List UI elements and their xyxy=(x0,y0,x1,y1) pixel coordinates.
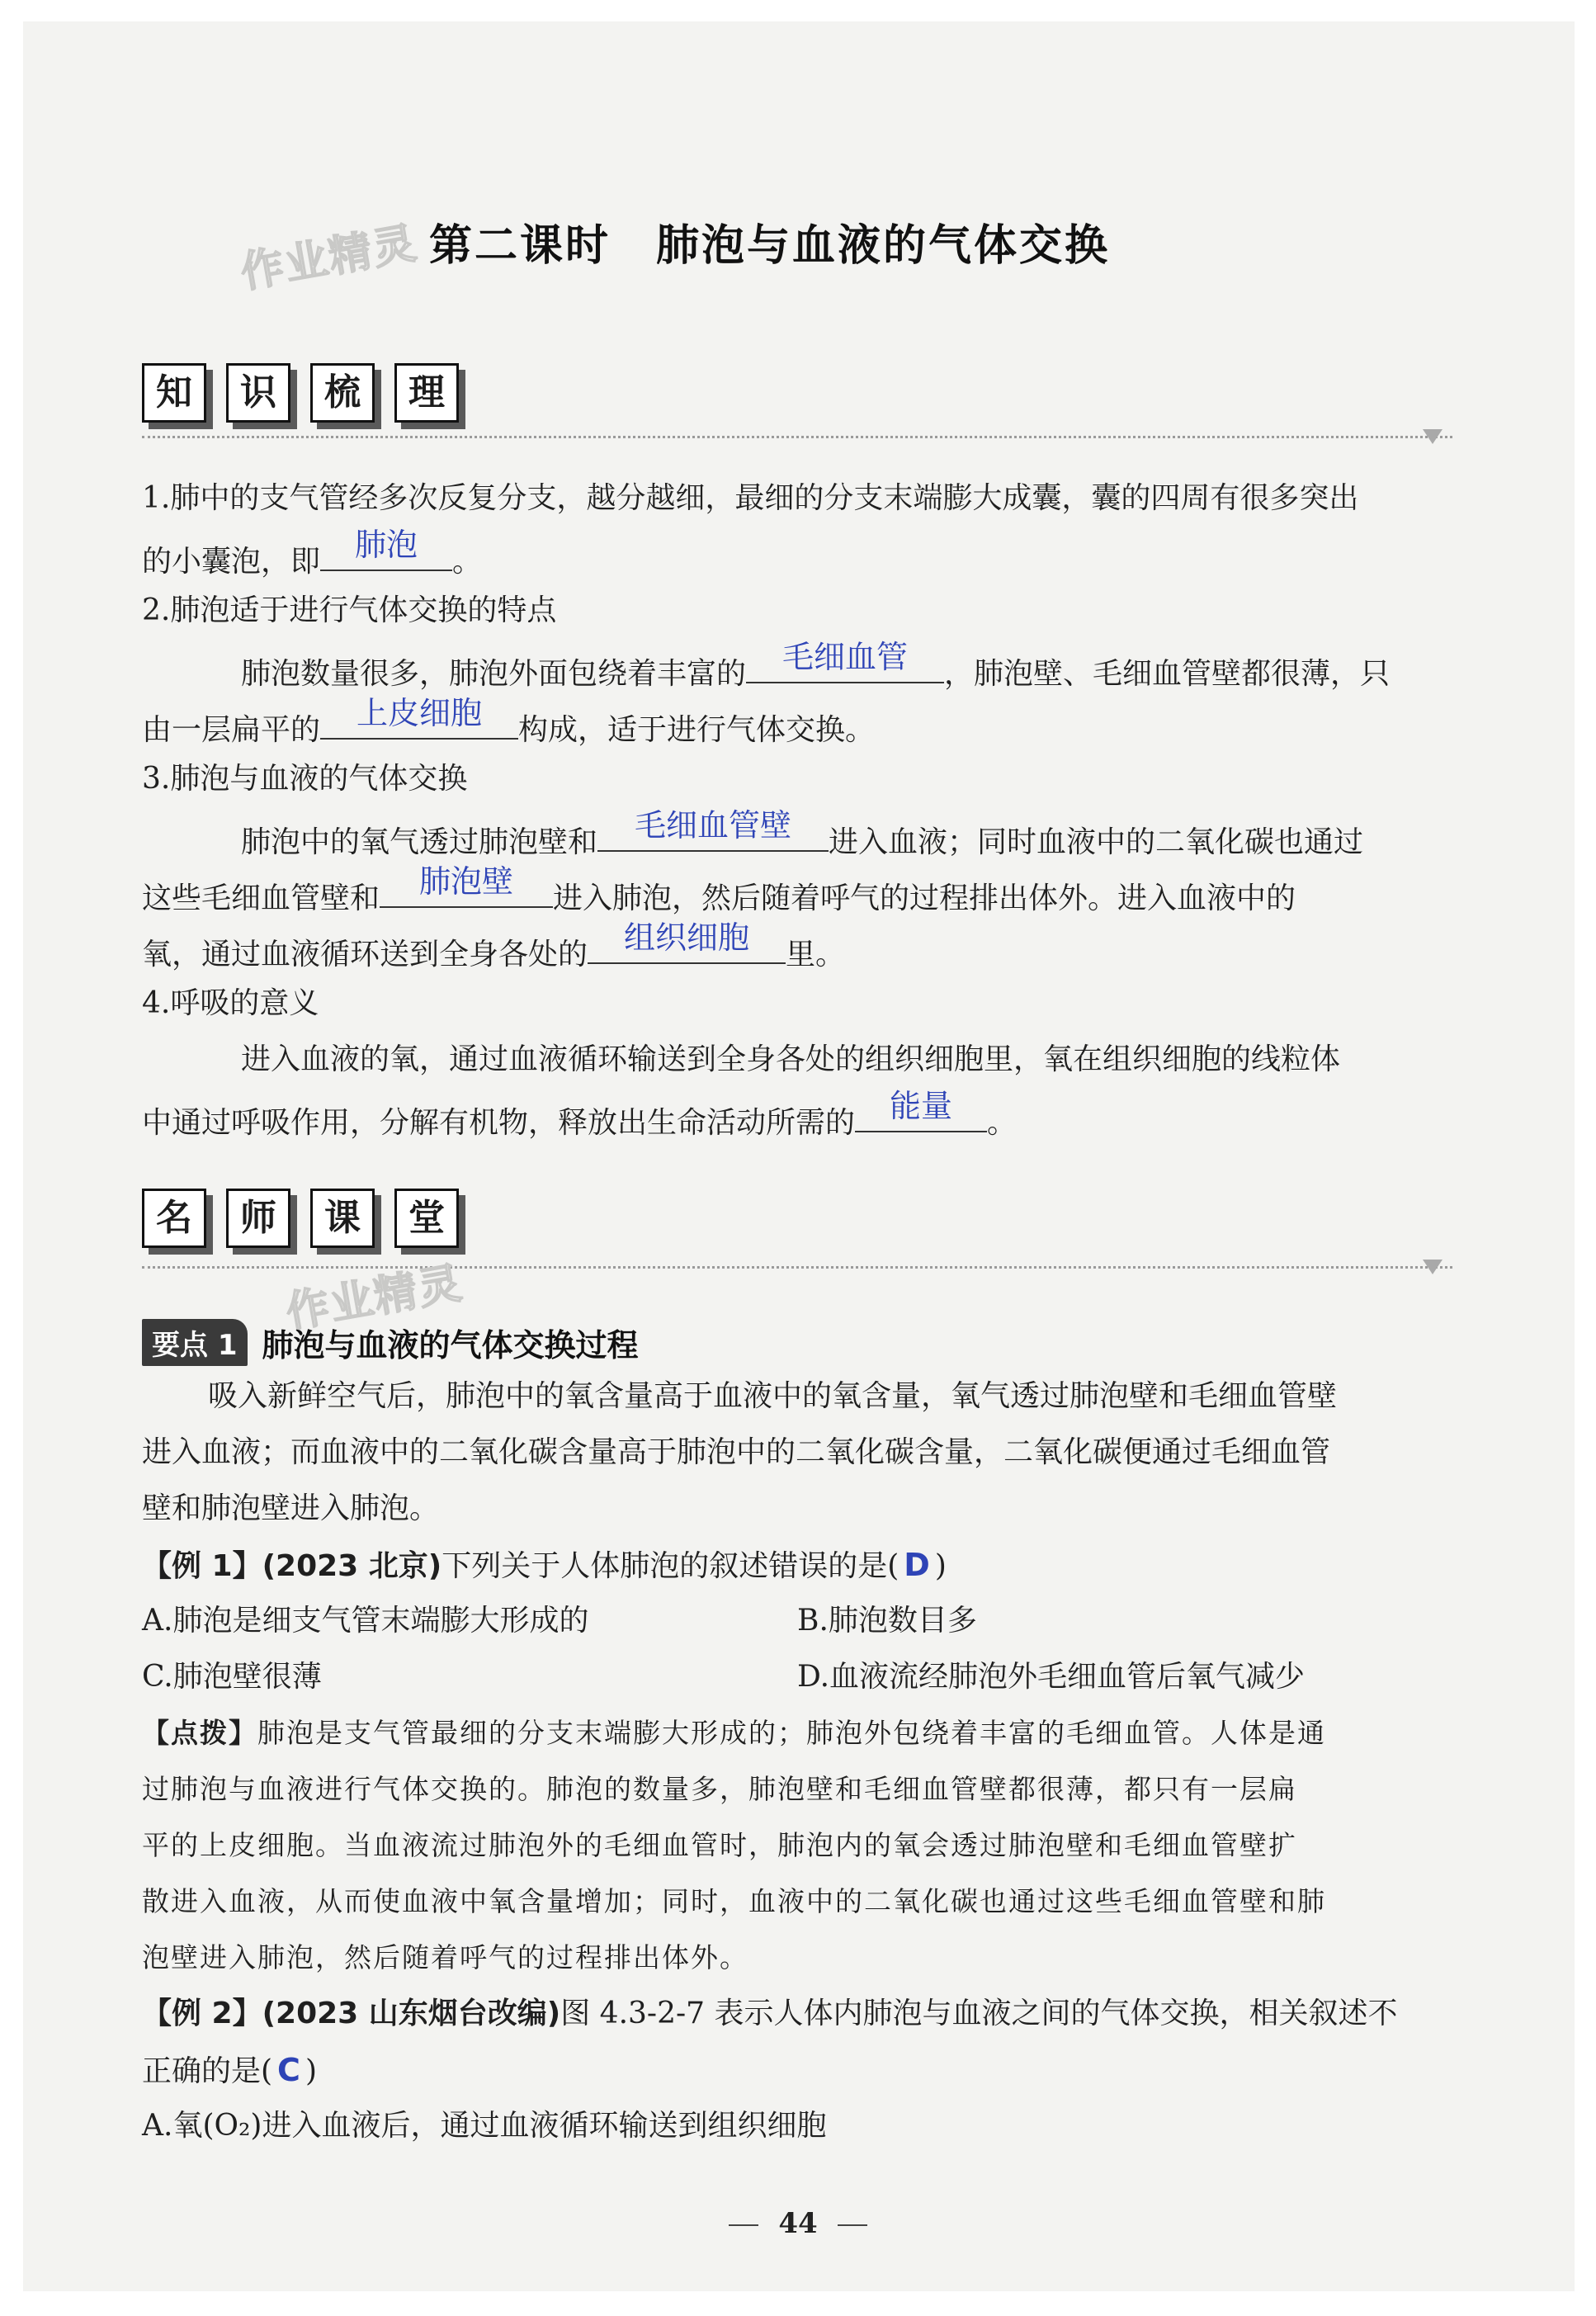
handwritten-answer: 能量 xyxy=(890,1088,953,1124)
hint-line-4: 散进入血液，从而使血液中氧含量增加；同时，血液中的二氧化碳也通过这些毛细血管壁和肺 xyxy=(142,1885,1326,1917)
handwritten-answer: 肺泡 xyxy=(355,527,418,563)
section-char: 课 xyxy=(310,1189,375,1248)
example-1-question: 【例 1】(2023 北京)下列关于人体肺泡的叙述错误的是( D ) xyxy=(142,1547,947,1583)
handwritten-answer: 组织细胞 xyxy=(624,919,750,956)
item-4-heading: 4.呼吸的意义 xyxy=(142,986,319,1020)
item-3-line-1: 肺泡中的氧气透过肺泡壁和 毛细血管壁 进入血液；同时血液中的二氧化碳也通过 xyxy=(241,807,1364,859)
key-point-line-3: 壁和肺泡壁进入肺泡。 xyxy=(142,1491,440,1525)
example-2-label: 【例 2】(2023 山东烟台改编) xyxy=(142,1997,561,2030)
key-point-title: 肺泡与血液的气体交换过程 xyxy=(262,1327,639,1364)
hint-line-2: 过肺泡与血液进行气体交换的。肺泡的数量多，肺泡壁和毛细血管壁都很薄，都只有一层扁 xyxy=(142,1773,1297,1805)
page-number: 44 xyxy=(0,2207,1596,2240)
section-char: 师 xyxy=(226,1189,290,1248)
section-header-knowledge xyxy=(142,363,459,423)
section-char: 名 xyxy=(142,1189,206,1248)
example-2-question-cont: 正确的是( C ) xyxy=(142,2052,317,2088)
answer-blank xyxy=(320,695,518,740)
example-1-option-c: C.肺泡壁很薄 xyxy=(142,1660,322,1694)
item-2-line-2: 由一层扁平的 上皮细胞 构成，适于进行气体交换。 xyxy=(142,695,876,747)
answer-blank xyxy=(597,807,829,852)
hint-line-3: 平的上皮细胞。当血液流过肺泡外的毛细血管时，肺泡内的氧会透过肺泡壁和毛细血管壁扩 xyxy=(142,1829,1297,1861)
item-1-line-2: 的小囊泡，即 肺泡 。 xyxy=(142,527,483,579)
hint-line-5: 泡壁进入肺泡，然后随着呼气的过程排出体外。 xyxy=(142,1941,748,1973)
section-char: 识 xyxy=(226,363,290,423)
item-3-heading: 3.肺泡与血液的气体交换 xyxy=(142,762,468,796)
hint-label: 【点拨】 xyxy=(142,1717,257,1749)
answer-blank xyxy=(855,1088,987,1132)
watermark: 作业精灵 xyxy=(237,218,422,299)
key-point-line-1: 吸入新鲜空气后，肺泡中的氧含量高于血液中的氧含量，氧气透过肺泡壁和毛细血管壁 xyxy=(208,1379,1338,1413)
key-point-badge: 要点 1 xyxy=(142,1319,248,1366)
example-2-option-a: A.氧(O₂)进入血液后，通过血液循环输送到组织细胞 xyxy=(142,2109,827,2143)
item-4-line-2: 中通过呼吸作用，分解有机物，释放出生命活动所需的 能量 。 xyxy=(142,1088,1018,1140)
item-2-line-1: 肺泡数量很多，肺泡外面包绕着丰富的 毛细血管 ，肺泡壁、毛细血管壁都很薄，只 xyxy=(241,639,1391,691)
section-char: 理 xyxy=(394,363,459,423)
section-divider xyxy=(142,436,1452,438)
hint-line-1: 【点拨】肺泡是支气管最细的分支末端膨大形成的；肺泡外包绕着丰富的毛细血管。人体是通 xyxy=(142,1717,1326,1749)
triangle-down-icon xyxy=(1423,1260,1443,1274)
section-char: 堂 xyxy=(394,1189,459,1248)
answer-blank xyxy=(588,919,786,964)
page-title: 第二课时 肺泡与血液的气体交换 xyxy=(429,221,1111,271)
item-1-line-1: 1.肺中的支气管经多次反复分支，越分越细，最细的分支末端膨大成囊，囊的四周有很多突出 xyxy=(142,481,1359,515)
handwritten-answer: 肺泡壁 xyxy=(419,863,514,900)
handwritten-answer: D xyxy=(904,1547,930,1583)
example-2-question: 【例 2】(2023 山东烟台改编)图 4.3-2-7 表示人体内肺泡与血液之间的气体交换，相关叙述不 xyxy=(142,1997,1398,2030)
key-point-line-2: 进入血液；而血液中的二氧化碳含量高于肺泡中的二氧化碳含量，二氧化碳便通过毛细血管 xyxy=(142,1435,1331,1469)
item-4-line-1: 进入血液的氧，通过血液循环输送到全身各处的组织细胞里，氧在组织细胞的线粒体 xyxy=(241,1042,1341,1076)
example-1-option-b: B.肺泡数目多 xyxy=(797,1604,977,1638)
handwritten-answer: 上皮细胞 xyxy=(357,695,483,731)
section-char: 梳 xyxy=(310,363,375,423)
handwritten-answer: 毛细血管 xyxy=(782,639,909,675)
example-1-option-d: D.血液流经肺泡外毛细血管后氧气减少 xyxy=(797,1660,1306,1694)
item-3-line-3: 氧，通过血液循环送到全身各处的 组织细胞 里。 xyxy=(142,919,846,971)
handwritten-answer: C xyxy=(277,2052,300,2088)
answer-blank xyxy=(320,527,452,571)
example-1-option-a: A.肺泡是细支气管末端膨大形成的 xyxy=(142,1604,589,1638)
key-point-header xyxy=(142,1319,639,1366)
watermark: 作业精灵 xyxy=(282,1258,467,1339)
triangle-down-icon xyxy=(1423,429,1443,444)
item-3-line-2: 这些毛细血管壁和 肺泡壁 进入肺泡，然后随着呼气的过程排出体外。进入血液中的 xyxy=(142,863,1296,915)
answer-blank xyxy=(746,639,944,683)
example-1-label: 【例 1】(2023 北京) xyxy=(142,1549,442,1583)
section-header-teacher-class xyxy=(142,1189,459,1248)
item-2-heading: 2.肺泡适于进行气体交换的特点 xyxy=(142,593,557,627)
handwritten-answer: 毛细血管壁 xyxy=(635,807,792,844)
section-char: 知 xyxy=(142,363,206,423)
answer-blank xyxy=(380,863,553,908)
